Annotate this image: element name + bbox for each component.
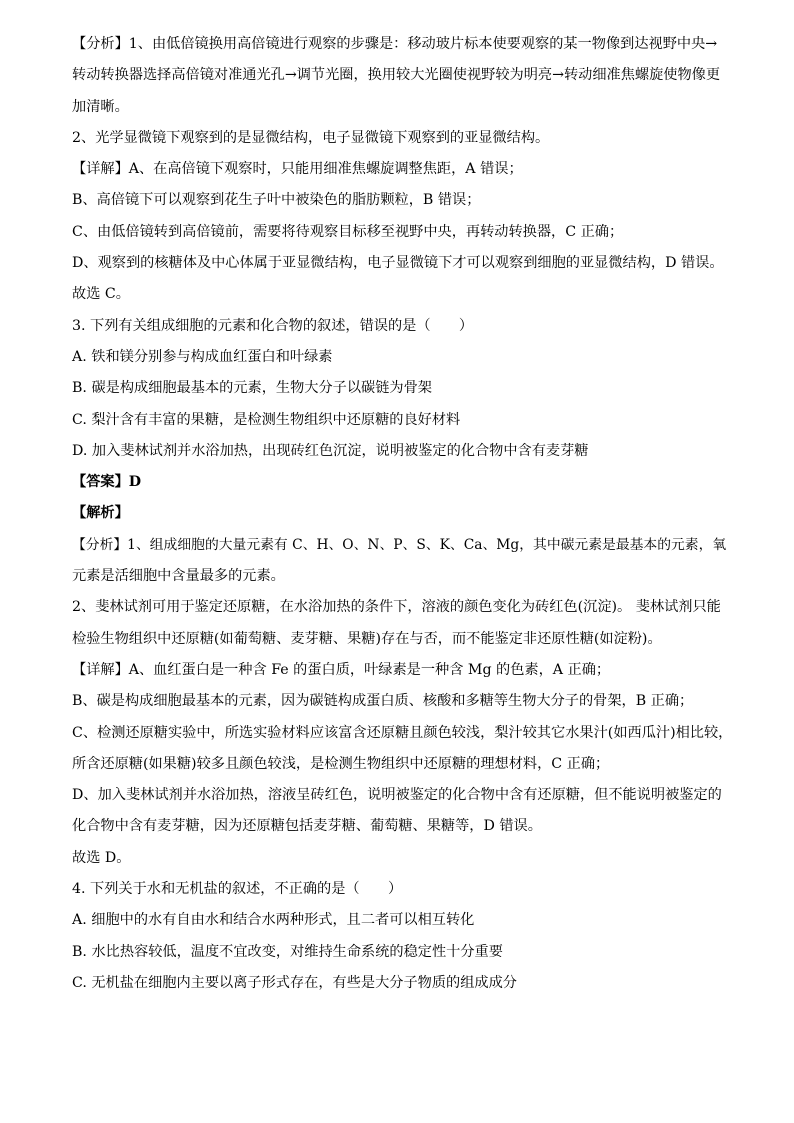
text-line: C. 梨汁含有丰富的果糖，是检测生物组织中还原糖的良好材料 — [72, 411, 461, 428]
text-line: 2、斐林试剂可用于鉴定还原糖，在水浴加热的条件下，溶液的颜色变化为砖红色(沉淀)。 斐林试剂只能 — [72, 599, 721, 616]
text-line: 【详解】A、血红蛋白是一种含 Fe 的蛋白质，叶绿素是一种含 Mg 的色素，A 正确； — [72, 661, 611, 678]
text-line: 【答案】D — [72, 474, 142, 491]
text-line: B、碳是构成细胞最基本的元素，因为碳链构成蛋白质、核酸和多糖等生物大分子的骨架，B 正确； — [72, 693, 694, 710]
text-line: C、由低倍镜转到高倍镜前，需要将待观察目标移至视野中央，再转动转换器，C 正确； — [72, 223, 624, 240]
text-line: C. 无机盐在细胞内主要以离子形式存在，有些是大分子物质的组成成分 — [72, 974, 517, 991]
text-line: 4. 下列关于水和无机盐的叙述，不正确的是（ ） — [72, 881, 403, 898]
text-line: 检验生物组织中还原糖(如葡萄糖、麦芽糖、果糖)存在与否，而不能鉴定非还原性糖(如淀粉)。 — [72, 630, 662, 647]
text-line: 元素是活细胞中含量最多的元素。 — [72, 568, 285, 585]
text-line: D、观察到的核糖体及中心体属于亚显微结构，电子显微镜下才可以观察到细胞的亚显微结构，D 错误。 — [72, 255, 724, 272]
text-line: 所含还原糖(如果糖)较多且颜色较浅，是检测生物组织中还原糖的理想材料，C 正确； — [72, 755, 610, 772]
text-line: 故选 C。 — [72, 286, 130, 303]
text-line: 【分析】1、由低倍镜换用高倍镜进行观察的步骤是：移动玻片标本使要观察的某一物像到达视野中央→ — [72, 36, 718, 52]
text-line: 加清晰。 — [72, 98, 129, 115]
text-line: D. 加入斐林试剂并水浴加热，出现砖红色沉淀，说明被鉴定的化合物中含有麦芽糖 — [72, 442, 589, 459]
text-line: D、加入斐林试剂并水浴加热，溶液呈砖红色，说明被鉴定的化合物中含有还原糖，但不能说明被鉴定的 — [72, 787, 722, 804]
text-line: 转动转换器选择高倍镜对准通光孔→调节光圈，换用较大光圈使视野较为明亮→转动细准焦螺旋使物像更 — [72, 67, 721, 84]
text-line: 2、光学显微镜下观察到的是显微结构，电子显微镜下观察到的亚显微结构。 — [72, 129, 550, 146]
text-line: 【详解】A、在高倍镜下观察时，只能用细准焦螺旋调整焦距，A 错误； — [72, 161, 523, 178]
text-line: B. 水比热容较低，温度不宜改变，对维持生命系统的稳定性十分重要 — [72, 943, 503, 960]
text-line: B. 碳是构成细胞最基本的元素，生物大分子以碳链为骨架 — [72, 380, 432, 397]
document-body — [72, 34, 734, 993]
text-line: A. 细胞中的水有自由水和结合水两种形式，且二者可以相互转化 — [72, 912, 475, 929]
text-line: 故选 D。 — [72, 849, 131, 866]
text-line: 【解析】 — [72, 505, 129, 522]
text-line: 【分析】1、组成细胞的大量元素有 C、H、O、N、P、S、K、Ca、Mg，其中碳元素是最基本的元素，氧 — [72, 536, 727, 553]
text-line: B、高倍镜下可以观察到花生子叶中被染色的脂肪颗粒，B 错误； — [72, 192, 481, 209]
text-line: 化合物中含有麦芽糖，因为还原糖包括麦芽糖、葡萄糖、果糖等，D 错误。 — [72, 818, 542, 835]
text-line: 3. 下列有关组成细胞的元素和化合物的叙述，错误的是（ ） — [72, 317, 474, 334]
text-line: C、检测还原糖实验中，所选实验材料应该富含还原糖且颜色较浅，梨汁较其它水果汁(如西瓜汁)相比较， — [72, 724, 733, 741]
text-line: A. 铁和镁分别参与构成血红蛋白和叶绿素 — [72, 348, 333, 365]
